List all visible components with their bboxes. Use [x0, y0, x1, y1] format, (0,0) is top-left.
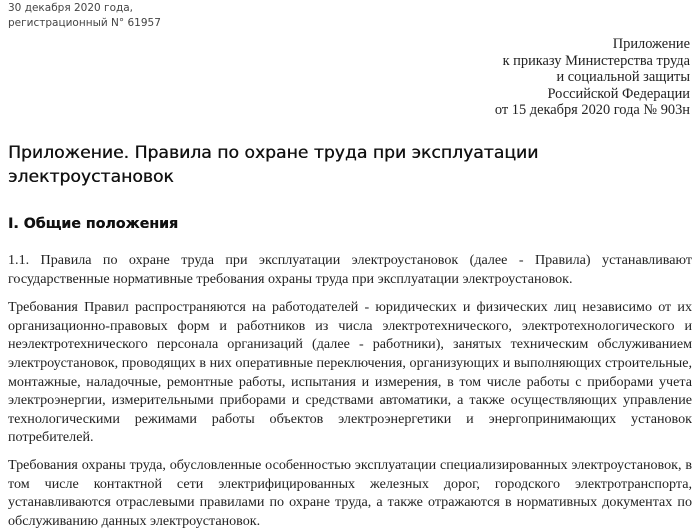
section-title: I. Общие положения [8, 215, 179, 232]
registration-number: регистрационный N° 61957 [8, 17, 161, 29]
document-page [8, 0, 692, 530]
paragraph: 1.1. Правила по охране труда при эксплуатации электроустановок (далее - Правила) устанавливают государственные нормативные требования охраны труда при эксплуатации электроустановок. [8, 251, 692, 287]
appendix-header [8, 36, 690, 119]
appendix-line: к приказу Министерства труда [502, 52, 690, 69]
appendix-line: от 15 декабря 2020 года № 903н [494, 102, 690, 119]
appendix-line: Приложение [612, 36, 690, 52]
paragraph: Требования охраны труда, обусловленные особенностью эксплуатации специализированных электроустановок, в том числе контактной сети электрифицированных железных дорог, городского электротранспорта, устанавливаются отраслевыми правилами по охране труда, а также отражаются в нормативных документах по обслуживанию данных электроустановок. [8, 456, 692, 529]
paragraph: Требования Правил распространяются на работодателей - юридических и физических лиц независимо от их организационно-правовых форм и работников из числа электротехнического, электротехнологического и неэлектротехнического персонала организаций (далее - работники), занятых техническим обслуживанием электроустановок, проводящих в них оперативные переключения, организующих и выполняющих строительные, монтажные, наладочные, ремонтные работы, испытания и измерения, в том числе работы с приборами учета электроэнергии, измерительными приборами и средствами автоматики, а также осуществляющих управление технологическими режимами работы объектов электроэнергетики и энергопринимающих установок потребителей. [8, 299, 692, 446]
registration-meta [8, 1, 692, 31]
appendix-line: Российской Федерации [547, 85, 690, 102]
document-title: Приложение. Правила по охране труда при эксплуатации электроустановок [8, 142, 539, 187]
registration-date: 30 декабря 2020 года, [8, 2, 134, 14]
appendix-line: и социальной защиты [556, 69, 690, 86]
